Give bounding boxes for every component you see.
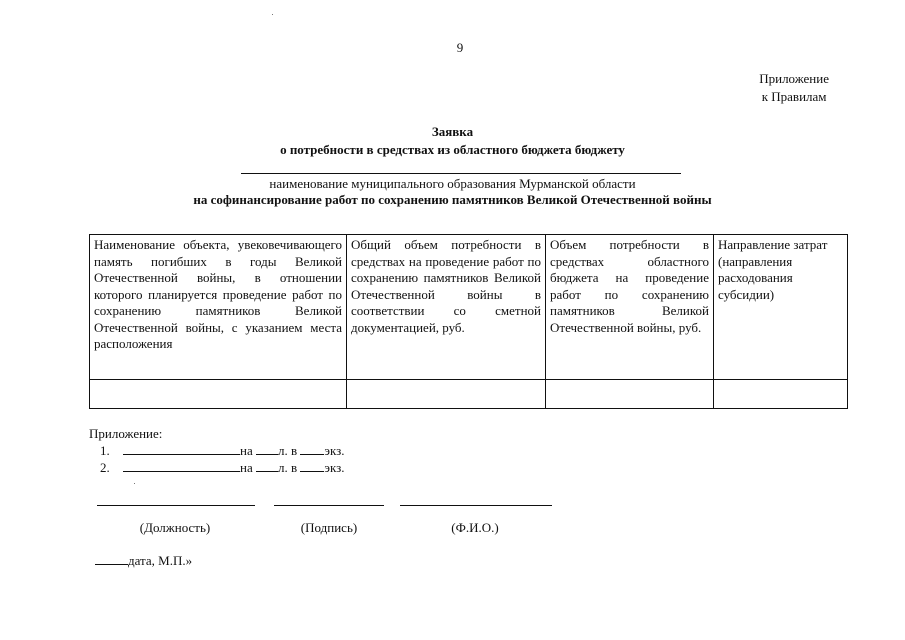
header-object-name: Наименование объекта, увековечивающего память погибших в годы Великой Отечественной войны, в отношении которого планируется проведение работ по сохранению памятников Великой Отечественной войны, с указанием места расположения [90,235,347,380]
attachment-number: 1. [100,443,110,458]
attachment-copies: экз. [324,460,345,475]
attachment-copies: экз. [324,443,345,458]
request-table [89,234,848,409]
page-number: 9 [456,40,464,55]
scan-speck [272,14,273,15]
attachment-sheets-blank [256,460,278,472]
scan-speck [134,483,135,484]
attachment-sheets-blank [256,443,278,455]
date-blank [95,553,128,565]
header-regional-budget: Объем потребности в средствах областного бюджета на проведение работ по сохранению памятников Великой Отечественной войны, руб. [546,235,714,380]
attachments-label: Приложение: [89,426,163,441]
table-row [90,380,848,409]
table-header-row [90,235,848,380]
attachment-title-blank [123,443,240,455]
document-title: Заявка [431,124,474,139]
attachment-on: на [240,443,253,458]
date-stamp-line [95,553,192,569]
appendix-note [759,70,829,106]
attachment-on: на [240,460,253,475]
table-cell [347,380,546,409]
document-purpose: на софинансирование работ по сохранению памятников Великой Отечественной войны [193,192,712,207]
attachment-item [100,443,344,459]
attachment-title-blank [123,460,240,472]
appendix-line-2: к Правилам [761,89,827,104]
table-cell [546,380,714,409]
attachment-number: 2. [100,460,110,475]
position-signature-line [97,505,255,506]
header-cost-direction: Направление затрат (направления расходования субсидии) [714,235,848,380]
attachment-item [100,460,344,476]
municipality-blank-line [241,173,681,174]
table-cell [714,380,848,409]
attachment-sheets: л. в [277,460,298,475]
attachment-copies-blank [300,443,324,455]
table-cell [90,380,347,409]
appendix-line-1: Приложение [759,71,829,86]
signature-line [274,505,384,506]
attachment-sheets: л. в [277,443,298,458]
position-label: (Должность) [139,520,211,535]
name-label: (Ф.И.О.) [451,520,499,535]
header-total-need: Общий объем потребности в средствах на проведение работ по сохранению памятников Великой Отечественной войны в соответствии со сметной документацией, руб. [347,235,546,380]
document-subtitle: о потребности в средствах из областного бюджета бюджету [280,142,625,157]
name-signature-line [400,505,552,506]
signature-label: (Подпись) [300,520,358,535]
municipality-caption: наименование муниципального образования Мурманской области [269,176,636,191]
attachment-copies-blank [300,460,324,472]
date-label: дата, М.П.» [128,553,193,568]
